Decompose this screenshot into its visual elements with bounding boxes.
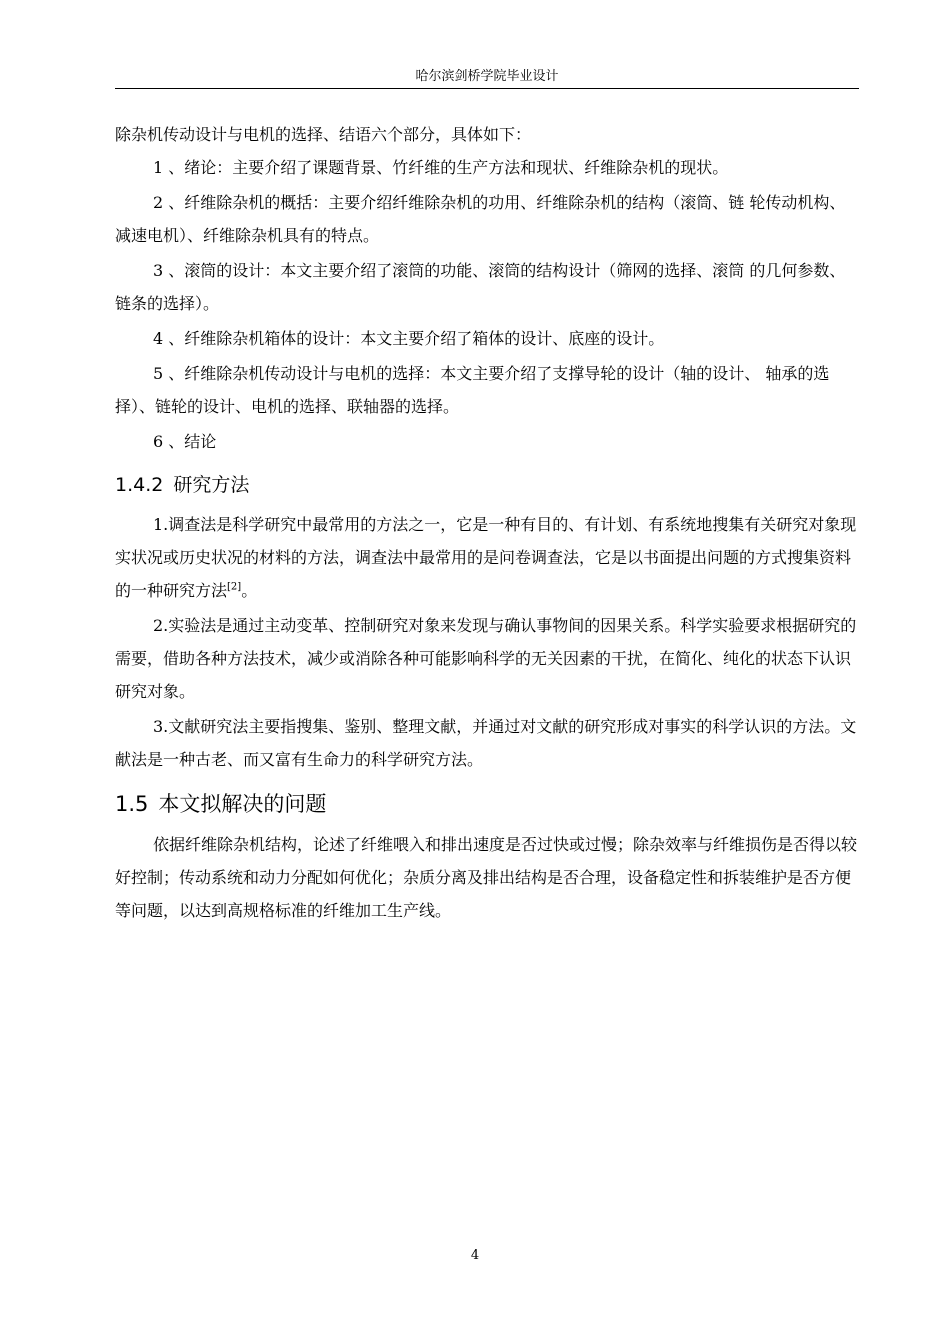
- intro-item-3: 3 、滚筒的设计：本文主要介绍了滚筒的功能、滚筒的结构设计（筛网的选择、滚筒 的几何参数、链条的选择）。: [115, 261, 846, 313]
- section-number: 1.4.2: [115, 474, 164, 496]
- intro-item-5: 5 、纤维除杂机传动设计与电机的选择：本文主要介绍了支撑导轮的设计（轴的设计、 轴承的选择）、链轮的设计、电机的选择、联轴器的选择。: [115, 364, 830, 416]
- section-1-4-2-heading: [115, 470, 859, 500]
- problems-paragraph: 依据纤维除杂机结构，论述了纤维喂入和排出速度是否过快或过慢；除杂效率与纤维损伤是否得以较好控制；传动系统和动力分配如何优化；杂质分离及排出结构是否合理，设备稳定性和拆装维护是否方便等问题，以达到高规格标准的纤维加工生产线。: [115, 835, 858, 920]
- intro-lead: 除杂机传动设计与电机的选择、结语六个部分，具体如下：: [115, 125, 532, 144]
- intro-item-4: 4 、纤维除杂机箱体的设计：本文主要介绍了箱体的设计、底座的设计。: [153, 329, 665, 348]
- section-title: 本文拟解决的问题: [158, 792, 327, 816]
- intro-item-1: 1 、绪论：主要介绍了课题背景、竹纤维的生产方法和现状、纤维除杂机的现状。: [153, 158, 729, 177]
- intro-item-6: 6 、结论: [153, 432, 217, 451]
- intro-item-2: 2 、纤维除杂机的概括：主要介绍纤维除杂机的功用、纤维除杂机的结构（滚筒、链 轮传动机构、减速电机）、纤维除杂机具有的特点。: [115, 193, 846, 245]
- section-number: 1.5: [115, 792, 149, 816]
- method-literature-paragraph: 3.文献研究法主要指搜集、鉴别、整理文献，并通过对文献的研究形成对事实的科学认识的方法。文献法是一种古老、而又富有生命力的科学研究方法。: [115, 717, 857, 769]
- page-number: 4: [470, 1248, 480, 1263]
- header-rule: [115, 88, 859, 89]
- section-title: 研究方法: [173, 474, 250, 496]
- citation-ref: [2]: [227, 581, 242, 593]
- page-body: [115, 118, 859, 927]
- method-survey-paragraph: [115, 508, 859, 607]
- page-header: 哈尔滨剑桥学院毕业设计: [415, 69, 559, 84]
- method-experiment-paragraph: 2.实验法是通过主动变革、控制研究对象来发现与确认事物间的因果关系。科学实验要求根据研究的需要，借助各种方法技术，减少或消除各种可能影响科学的无关因素的干扰，在简化、纯化的状态下认识研究对象。: [115, 616, 857, 701]
- method-survey-text: 1.调查法是科学研究中最常用的方法之一，它是一种有目的、有计划、有系统地搜集有关研究对象现实状况或历史状况的材料的方法，调查法中最常用的是问卷调查法，它是以书面提出问题的方式搜集资料的一种研究方法: [115, 515, 857, 600]
- section-1-5-heading: [115, 788, 859, 820]
- method-survey-end: 。: [241, 581, 258, 600]
